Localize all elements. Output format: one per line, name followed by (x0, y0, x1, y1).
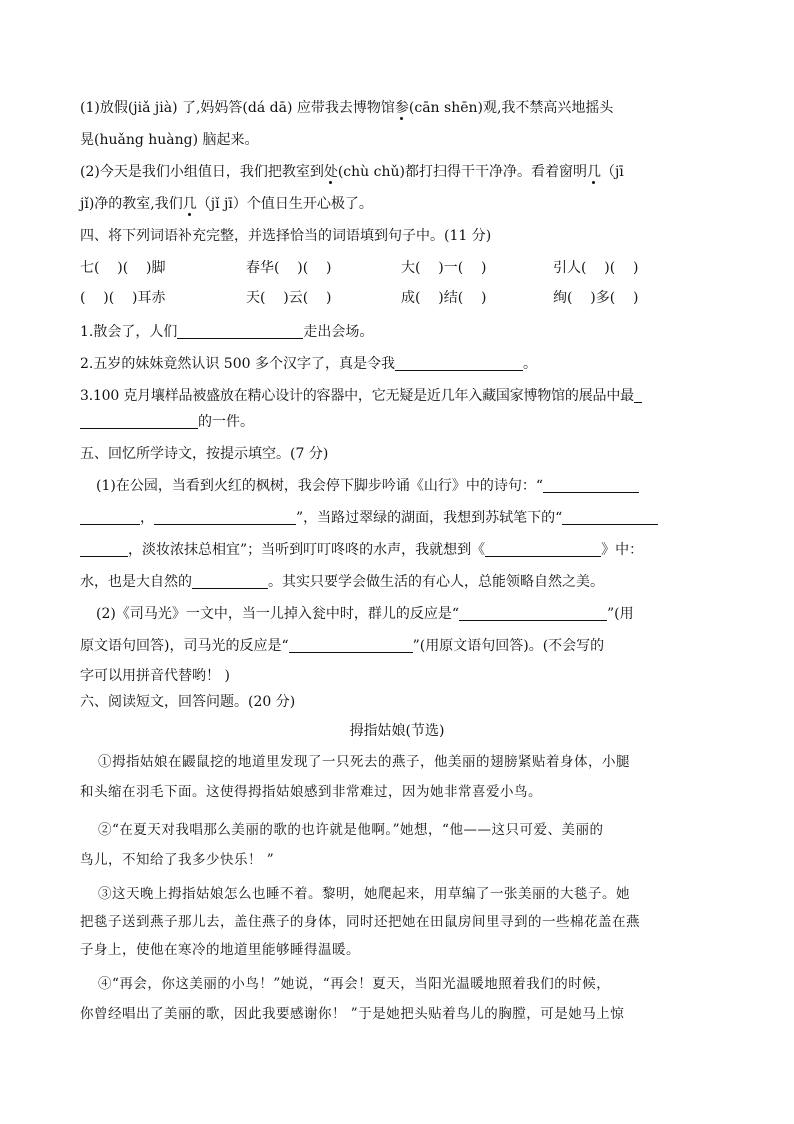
answer-blank[interactable] (543, 476, 639, 493)
fill-sentence-1: 1.散会了，人们 走出会场。 (80, 324, 374, 340)
answer-blank[interactable] (634, 386, 642, 403)
idiom-blank[interactable] (420, 288, 438, 308)
idiom-blank[interactable] (114, 288, 132, 308)
answer-blank[interactable] (289, 636, 413, 653)
idiom-item: 七( )( )脚 (80, 260, 166, 276)
answer-blank[interactable] (80, 540, 128, 557)
idiom-item: 春华( )( ) (246, 260, 332, 276)
idiom-item: 引人( )( ) (553, 260, 639, 276)
answer-blank[interactable] (192, 572, 268, 589)
answer-blank[interactable] (395, 354, 523, 371)
passage-para-3-line-3: 子身上，使他在寒冷的地道里能够睡得温暖。 (80, 942, 360, 958)
text-segment: (chù chǔ)都打扫得干干净净。看着窗明 (337, 164, 587, 180)
idiom-item: ( )( )耳赤 (80, 290, 166, 306)
idiom-blank[interactable] (463, 258, 481, 278)
idiom-blank[interactable] (463, 288, 481, 308)
simaguang-fill-line-3: 字可以用拼音代替哟！ ) (80, 668, 230, 684)
idiom-item: 天( )云( ) (246, 290, 332, 306)
text-segment: jǐ)净的教室,我们 (80, 196, 183, 212)
simaguang-fill-line-1: (2)《司马光》一文中，当一儿掉入瓮中时，群儿的反应是“ ”(用 (96, 606, 634, 622)
pinyin-item-2-line-2 (80, 194, 718, 214)
passage-para-2-line-1: ②“在夏天对我唱那么美丽的歌的也许就是他啊。”她想，“他——这只可爱、美丽的 (98, 822, 604, 838)
passage-para-4-line-2: 你曾经唱出了美丽的歌，因此我要感谢你！ ”于是她把头贴着鸟儿的胸膛，可是她马上惊 (80, 1006, 625, 1022)
text-segment: (cān shēn)观,我不禁高兴地摇头 (408, 100, 614, 116)
passage-para-4-line-1: ④“再会，你这美丽的小鸟！”她说，“再会！夏天，当阳光温暖地照着我们的时候， (98, 976, 611, 992)
text-segment: (2)今天是我们小组值日，我们把教室到 (80, 164, 324, 180)
idiom-blank[interactable] (615, 288, 633, 308)
answer-blank[interactable] (177, 322, 303, 339)
fill-sentence-3-line-1: 3.100 克月壤样品被盛放在精心设计的容器中，它无疑是近几年入藏国家博物馆的展品中最 (80, 386, 718, 406)
passage-para-1-line-1: ①拇指姑娘在鼹鼠挖的地道里发现了一只死去的燕子，他美丽的翅膀紧贴着身体，小腿 (98, 754, 630, 770)
dotted-char: 几 (586, 164, 601, 180)
poem-fill-line-1: (1)在公园，当看到火红的枫树，我会停下脚步吟诵《山行》中的诗句：“ (96, 476, 718, 496)
answer-blank[interactable] (485, 540, 601, 557)
dotted-char: 几 (182, 196, 197, 212)
pinyin-item-2-line-1 (80, 162, 718, 182)
dotted-char: 参 (394, 100, 409, 116)
idiom-blank[interactable] (128, 258, 146, 278)
passage-para-1-line-2: 和头缩在羽毛下面。这使得拇指姑娘感到非常难过，因为她非常喜爱小鸟。 (80, 784, 542, 800)
idiom-blank[interactable] (308, 288, 326, 308)
passage-para-3-line-2: 把毯子送到燕子那儿去，盖住燕子的身体，同时还把她在田鼠房间里寻到的一些棉花盖在燕 (80, 914, 640, 930)
text-segment: （jī (600, 164, 624, 180)
section-5-heading: 五、回忆所学诗文，按提示填空。(7 分) (80, 446, 329, 462)
dotted-char: 处 (323, 164, 338, 180)
passage-title: 拇指姑娘(节选) (349, 723, 445, 739)
text-segment: （jǐ jī）个值日生开心极了。 (196, 196, 373, 212)
simaguang-fill-line-2: 原文语句回答)，司马光的反应是“ ”(用原文语句回答)。(不会写的 (80, 638, 605, 654)
answer-blank[interactable] (80, 412, 198, 429)
idiom-blank[interactable] (572, 288, 590, 308)
answer-blank[interactable] (459, 604, 607, 621)
passage-para-3-line-1: ③这天晚上拇指姑娘怎么也睡不着。黎明，她爬起来，用草编了一张美丽的大毯子。她 (98, 886, 630, 902)
idiom-row-2 (80, 288, 718, 308)
idiom-blank[interactable] (420, 258, 438, 278)
idiom-blank[interactable] (99, 258, 117, 278)
pinyin-item-1-line-2: 晃(huǎng huàng) 脑起来。 (80, 132, 259, 148)
idiom-blank[interactable] (279, 258, 297, 278)
idiom-item: 大( )一( ) (401, 260, 487, 276)
idiom-blank[interactable] (265, 288, 283, 308)
passage-para-2-line-2: 鸟儿，不知给了我多少快乐！ ” (80, 852, 275, 868)
answer-blank[interactable] (80, 508, 140, 525)
idiom-item: 成( )结( ) (401, 290, 487, 306)
text-segment: (1)放假(jiǎ jià) 了,妈妈答(dá dā) 应带我去博物馆 (80, 100, 395, 116)
answer-blank[interactable] (562, 508, 658, 525)
answer-blank[interactable] (154, 508, 296, 525)
idiom-item: 绚( )多( ) (553, 290, 639, 306)
poem-fill-line-4: 水，也是大自然的 。其实只要学会做生活的有心人，总能领略自然之美。 (80, 574, 604, 590)
fill-sentence-3-line-2: 的一件。 (80, 412, 718, 432)
fill-sentence-2: 2.五岁的妹妹竟然认识 500 多个汉字了，真是令我 。 (80, 356, 537, 372)
poem-fill-line-3: ，淡妆浓抹总相宜”；当听到叮叮咚咚的水声，我就想到《 》中： (80, 540, 718, 560)
pinyin-item-1-line-1 (80, 98, 718, 118)
idiom-blank[interactable] (308, 258, 326, 278)
section-6-heading: 六、阅读短文，回答问题。(20 分) (80, 694, 296, 710)
poem-fill-line-2: ， ”，当路过翠绿的湖面，我想到苏轼笔下的“ (80, 508, 718, 528)
idiom-blank[interactable] (85, 288, 103, 308)
idiom-blank[interactable] (586, 258, 604, 278)
idiom-blank[interactable] (615, 258, 633, 278)
idiom-row-1 (80, 258, 718, 278)
section-4-heading: 四、将下列词语补充完整，并选择恰当的词语填到句子中。(11 分) (80, 228, 492, 244)
